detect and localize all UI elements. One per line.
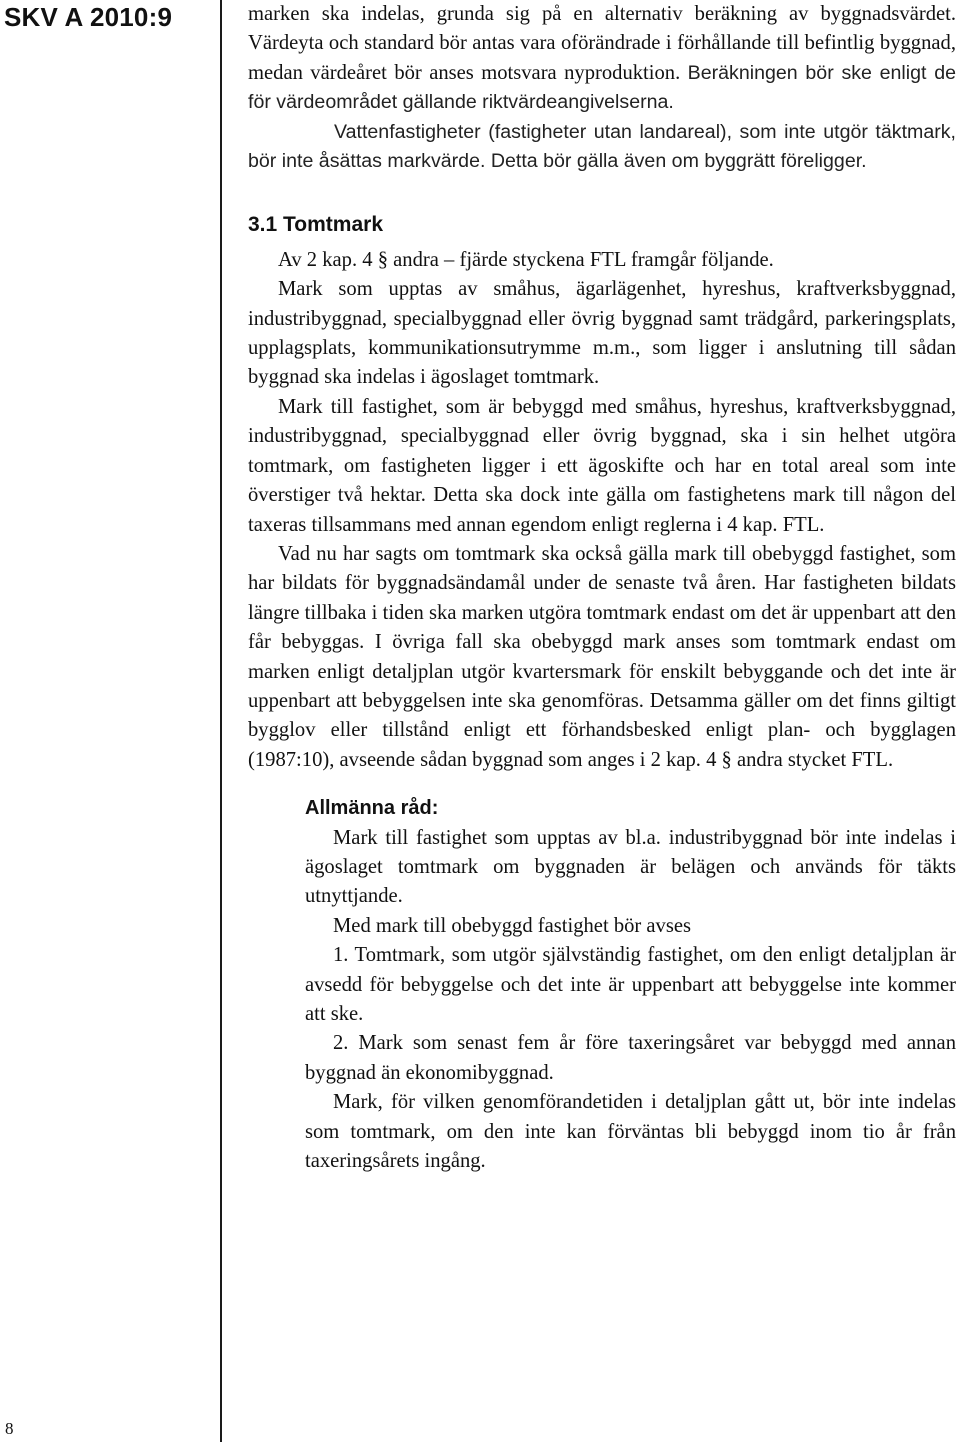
paragraph-4: Vad nu har sagts om tomtmark ska också gälla mark till obebyggd fastighet, som har bildats för byggnadsändamål under de senaste två åren. Har fastigheten bildats längre tillbaka i tiden ska marken utgöra tomtmark endast om det är uppenbart att den får bebyggas. I övriga fall ska obebyggd mark anses som tomtmark endast om marken enligt detaljplan utgör kvartersmark för enskilt bebyggande och det inte är uppenbart att bebyggelsen inte ska genomföras. Detsamma gäller om det finns giltigt bygglov eller tillstånd enligt ett förhandsbesked enligt plan- och bygglagen (1987:10), avseende sådan byggnad som anges i 2 kap. 4 § andra stycket FTL. (248, 542, 956, 771)
general-advice-box (305, 794, 956, 1176)
paragraph-water-properties: Vattenfastigheter (fastigheter utan landareal), som inte utgör täktmark, bör inte åsättas markvärde. Detta bör gälla även om byggrätt föreligger. (248, 120, 956, 173)
paragraph-1: Av 2 kap. 4 § andra – fjärde styckena FTL framgår följande. (278, 248, 774, 271)
document-body (248, 0, 956, 1176)
page-number: 8 (5, 1419, 14, 1438)
advice-list-item-2: 2. Mark som senast fem år före taxeringsåret var bebyggd med annan byggnad än ekonomibyggnad. (305, 1032, 956, 1084)
advice-paragraph-3: Mark, för vilken genomförandetiden i detaljplan gått ut, bör inte indelas som tomtmark, om den inte kan förväntas bli bebyggd inom tio år från taxeringsårets ingång. (305, 1091, 956, 1173)
advice-heading: Allmänna råd: (305, 797, 439, 820)
advice-paragraph-1: Mark till fastighet som upptas av bl.a. industribyggnad bör inte indelas i ägoslaget tomtmark om byggnaden är belägen och används för täkts utnyttjande. (305, 826, 956, 908)
advice-list-item-1: 1. Tomtmark, som utgör självständig fastighet, om den enligt detaljplan är avsedd för bebyggelse och det inte är uppenbart att bebyggelse inte kommer att ske. (305, 944, 956, 1025)
paragraph-continued (248, 0, 956, 118)
advice-paragraph-2: Med mark till obebyggd fastighet bör avses (333, 914, 692, 937)
paragraph-3: Mark till fastighet, som är bebyggd med småhus, hyreshus, kraftverksbyggnad, industribyggnad, specialbyggnad eller övrig byggnad, ska i sin helhet utgöra tomtmark, om fastigheten ligger i ett ägoskifte och har en total areal som inte överstiger två hektar. Detta ska dock inte gälla om fastighetens mark till någon del taxeras tillsammans med annan egendom enligt reglerna i 4 kap. FTL. (248, 395, 956, 536)
section-heading: 3.1 Tomtmark (248, 213, 383, 237)
paragraph-2: Mark som upptas av småhus, ägarlägenhet, hyreshus, kraftverksbyggnad, industribyggnad, specialbyggnad eller övrig byggnad samt trädgård, parkeringsplats, upplagsplats, kommunikationsutrymme m.m., som ligger i anslutning till sådan byggnad ska indelas i ägoslaget tomtmark. (248, 278, 956, 389)
page-margin-sidebar (0, 0, 222, 1442)
paragraph-continued-sans-text: Beräkningen bör ske enligt de för värdeområdet gällande riktvärdeangivelserna. (248, 61, 956, 114)
document-id: SKV A 2010:9 (4, 2, 173, 32)
paragraph-continued-text: marken ska indelas, grunda sig på en alternativ beräkning av byggnadsvärdet. Värdeyta och standard bör antas vara oförändrade i förhållande till befintlig byggnad, medan värdeåret bör anses motsvara nyproduktion. (248, 3, 956, 84)
